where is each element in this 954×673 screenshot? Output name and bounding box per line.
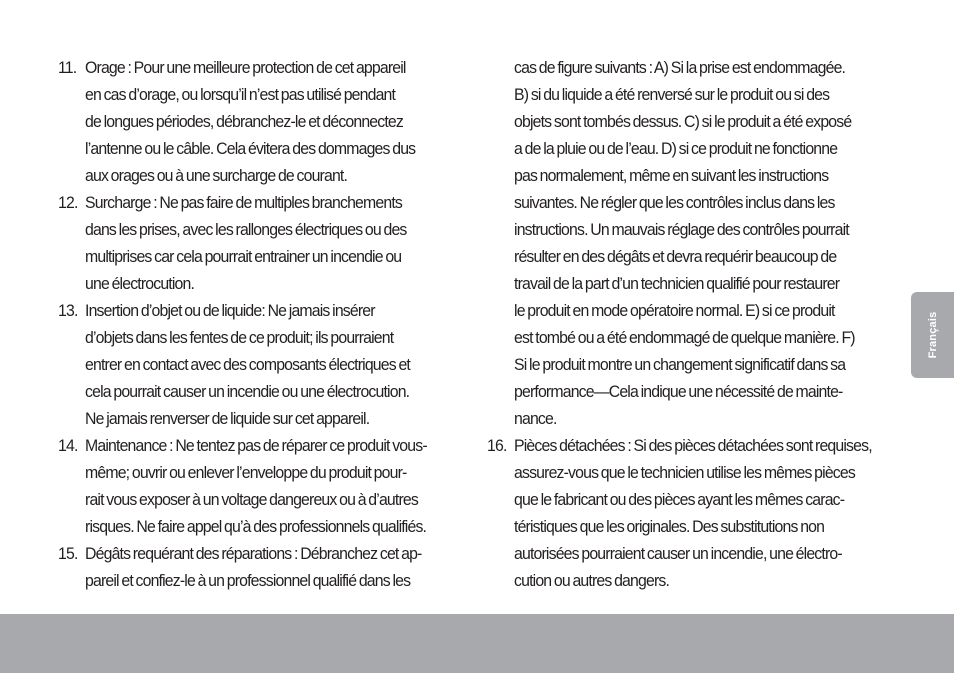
item-text-line: suivantes. Ne régler que les contrôles inclus dans les: [514, 193, 835, 212]
item-text-line: pas normalement, même en suivant les instructions: [514, 166, 829, 185]
left-column: [58, 54, 468, 594]
item-text-line: objets sont tombés dessus. C) si le produit a été exposé: [514, 112, 852, 131]
item-text-line: cela pourrait causer un incendie ou une électrocution.: [85, 382, 410, 401]
item-text-line: aux orages ou à une surcharge de courant.: [85, 166, 348, 185]
item-text-line: Pièces détachées : Si des pièces détachées sont requises,: [514, 436, 872, 455]
item-continuation: [487, 54, 897, 432]
item-text-line: Dégâts requérant des réparations : Débranchez cet ap-: [85, 544, 422, 563]
item-text-line: de longues périodes, débranchez-le et déconnectez: [85, 112, 403, 131]
list-item: [58, 297, 468, 432]
item-text-line: résulter en des dégâts et devra requérir beaucoup de: [514, 247, 837, 266]
item-text-line: est tombé ou a été endommagé de quelque manière. F): [514, 328, 855, 347]
item-text-line: le produit en mode opératoire normal. E) si ce produit: [514, 301, 835, 320]
item-number: 15.: [58, 544, 78, 563]
item-text-line: une électrocution.: [85, 274, 195, 293]
item-text-line: Si le produit montre un changement significatif dans sa: [514, 355, 846, 374]
item-text-line: entrer en contact avec des composants électriques et: [85, 355, 411, 374]
item-text-line: performance—Cela indique une nécessité de mainte-: [514, 382, 843, 401]
list-item: [58, 189, 468, 297]
language-tab: [911, 292, 954, 378]
footer-band: [0, 614, 954, 673]
right-column: [487, 54, 897, 594]
list-item: [58, 540, 468, 594]
item-text-line: risques. Ne faire appel qu’à des professionnels qualifiés.: [85, 517, 427, 536]
item-text-line: instructions. Un mauvais réglage des contrôles pourrait: [514, 220, 849, 239]
item-text-line: Maintenance : Ne tentez pas de réparer ce produit vous-: [85, 436, 427, 455]
item-number: 12.: [58, 193, 78, 212]
item-text-line: B) si du liquide a été renversé sur le produit ou si des: [514, 85, 830, 104]
item-text-line: même; ouvrir ou enlever l’enveloppe du produit pour-: [85, 463, 407, 482]
item-text-line: que le fabricant ou des pièces ayant les mêmes carac-: [514, 490, 845, 509]
item-text-line: Orage : Pour une meilleure protection de cet appareil: [85, 58, 406, 77]
item-number: 16.: [487, 436, 507, 455]
item-number: 13.: [58, 301, 78, 320]
item-text-line: cution ou autres dangers.: [514, 571, 670, 590]
item-text-line: assurez-vous que le technicien utilise les mêmes pièces: [514, 463, 855, 482]
list-item: [487, 432, 897, 594]
item-text-line: travail de la part d’un technicien qualifié pour restaurer: [514, 274, 840, 293]
item-text-line: dans les prises, avec les rallonges électriques ou des: [85, 220, 407, 239]
language-tab-label: Français: [926, 311, 939, 359]
item-text-line: Surcharge : Ne pas faire de multiples branchements: [85, 193, 402, 212]
item-text-line: Insertion d’objet ou de liquide: Ne jamais insérer: [85, 301, 375, 320]
item-text-line: en cas d’orage, ou lorsqu’il n’est pas utilisé pendant: [85, 85, 396, 104]
item-text-line: d’objets dans les fentes de ce produit; ils pourraient: [85, 328, 394, 347]
item-number: 14.: [58, 436, 78, 455]
item-text-line: Ne jamais renverser de liquide sur cet appareil.: [85, 409, 370, 428]
list-item: [58, 54, 468, 189]
item-text-line: l’antenne ou le câble. Cela évitera des dommages dus: [85, 139, 416, 158]
item-text-line: cas de figure suivants : A) Si la prise est endommagée.: [514, 58, 846, 77]
item-text-line: multiprises car cela pourrait entrainer un incendie ou: [85, 247, 402, 266]
item-number: 11.: [58, 58, 77, 77]
item-text-line: pareil et confiez-le à un professionnel qualifié dans les: [85, 571, 411, 590]
item-text-line: téristiques que les originales. Des substitutions non: [514, 517, 825, 536]
item-text-line: rait vous exposer à un voltage dangereux ou à d’autres: [85, 490, 418, 509]
item-text-line: nance.: [514, 409, 557, 428]
list-item: [58, 432, 468, 540]
item-text-line: a de la pluie ou de l’eau. D) si ce produit ne fonctionne: [514, 139, 838, 158]
item-text-line: autorisées pourraient causer un incendie, une électro-: [514, 544, 842, 563]
